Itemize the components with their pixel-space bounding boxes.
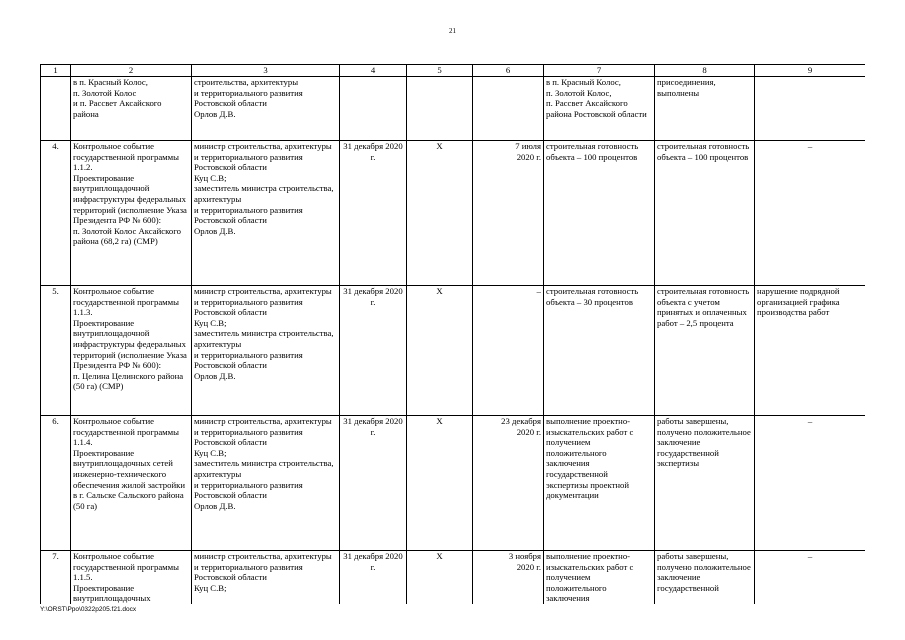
actual-date-cell: 23 декабря 2020 г.: [473, 416, 544, 551]
file-path-footer: Y:\ORST\Ppo\0322p205.f21.docx: [40, 606, 137, 613]
header-cell: 2: [71, 65, 192, 77]
event-cell: Контрольное событие государственной программы 1.1.5. Проектирование внутриплощадочных: [71, 551, 192, 605]
actual-date-cell: [473, 77, 544, 141]
header-cell: 6: [473, 65, 544, 77]
row-number-cell: 4.: [41, 141, 71, 286]
column-number-row: [41, 65, 866, 77]
responsible-cell: министр строительства, архитектуры и территориального развития Ростовской области Куц С.В; заместитель министра строительства, архитектуры и территориального развития Ростовской области Орлов Д.В.: [192, 141, 340, 286]
table-row: [41, 551, 866, 605]
event-cell: Контрольное событие государственной программы 1.1.3. Проектирование внутриплощадочной инфраструктуры федеральных территорий (исполнение Указа Президента РФ № 600): п. Целина Целинского района (50 га) (СМР): [71, 286, 192, 416]
row-number-cell: 7.: [41, 551, 71, 605]
table-row: [41, 77, 866, 141]
row-number-cell: 5.: [41, 286, 71, 416]
reason-cell: –: [755, 141, 866, 286]
page-number: 21: [449, 27, 456, 35]
actual-result-cell: строительная готовность объекта с учетом принятых и оплаченных работ – 2,5 процента: [655, 286, 755, 416]
table-row: [41, 416, 866, 551]
header-cell: 8: [655, 65, 755, 77]
actual-result-cell: работы завершены, получено положительное заключение государственной: [655, 551, 755, 605]
planned-date-cell: 31 декабря 2020 г.: [340, 416, 407, 551]
table-row: [41, 286, 866, 416]
event-cell: Контрольное событие государственной программы 1.1.4. Проектирование внутриплощадочных сетей инженерно-технического обеспечения жилой застройки в г. Сальске Сальского района (50 га): [71, 416, 192, 551]
header-cell: 1: [41, 65, 71, 77]
header-cell: 3: [192, 65, 340, 77]
actual-date-cell: 7 июля 2020 г.: [473, 141, 544, 286]
responsible-cell: министр строительства, архитектуры и территориального развития Ростовской области Куц С.В; заместитель министра строительства, архитектуры и территориального развития Ростовской области Орлов Д.В.: [192, 286, 340, 416]
planned-date-cell: 31 декабря 2020 г.: [340, 141, 407, 286]
report-table: [40, 64, 865, 604]
responsible-cell: министр строительства, архитектуры и территориального развития Ростовской области Куц С.В;: [192, 551, 340, 605]
responsible-cell: министр строительства, архитектуры и территориального развития Ростовской области Куц С.В; заместитель министра строительства, архитектуры и территориального развития Ростовской области Орлов Д.В.: [192, 416, 340, 551]
planned-result-cell: выполнение проектно-изыскательских работ с получением положительного заключения государственной экспертизы проектной документации: [544, 416, 655, 551]
actual-result-cell: присоединения, выполнены: [655, 77, 755, 141]
report-table-container: [40, 64, 865, 604]
planned-result-cell: в п. Красный Колос, п. Золотой Колос, п. Рассвет Аксайского района Ростовской области: [544, 77, 655, 141]
planned-date-cell: 31 декабря 2020 г.: [340, 286, 407, 416]
planned-result-cell: строительная готовность объекта – 30 процентов: [544, 286, 655, 416]
row-number-cell: 6.: [41, 416, 71, 551]
actual-date-cell: –: [473, 286, 544, 416]
header-cell: 4: [340, 65, 407, 77]
event-cell: в п. Красный Колос, п. Золотой Колос и п. Рассвет Аксайского района: [71, 77, 192, 141]
actual-date-cell: 3 ноября 2020 г.: [473, 551, 544, 605]
responsible-cell: строительства, архитектуры и территориального развития Ростовской области Орлов Д.В.: [192, 77, 340, 141]
reason-cell: нарушение подрядной организацией графика производства работ: [755, 286, 866, 416]
column5-cell: Х: [407, 416, 473, 551]
row-number-cell: [41, 77, 71, 141]
table-row: [41, 141, 866, 286]
column5-cell: [407, 77, 473, 141]
header-cell: 7: [544, 65, 655, 77]
event-cell: Контрольное событие государственной программы 1.1.2. Проектирование внутриплощадочной инфраструктуры федеральных территорий (исполнение Указа Президента РФ № 600): п. Золотой Колос Аксайского района (68,2 га) (СМР): [71, 141, 192, 286]
actual-result-cell: строительная готовность объекта – 100 процентов: [655, 141, 755, 286]
column5-cell: Х: [407, 286, 473, 416]
column5-cell: Х: [407, 551, 473, 605]
planned-date-cell: [340, 77, 407, 141]
planned-result-cell: строительная готовность объекта – 100 процентов: [544, 141, 655, 286]
reason-cell: [755, 77, 866, 141]
planned-date-cell: 31 декабря 2020 г.: [340, 551, 407, 605]
header-cell: 5: [407, 65, 473, 77]
actual-result-cell: работы завершены, получено положительное заключение государственной экспертизы: [655, 416, 755, 551]
header-cell: 9: [755, 65, 866, 77]
reason-cell: –: [755, 551, 866, 605]
reason-cell: –: [755, 416, 866, 551]
planned-result-cell: выполнение проектно-изыскательских работ с получением положительного заключения: [544, 551, 655, 605]
column5-cell: Х: [407, 141, 473, 286]
